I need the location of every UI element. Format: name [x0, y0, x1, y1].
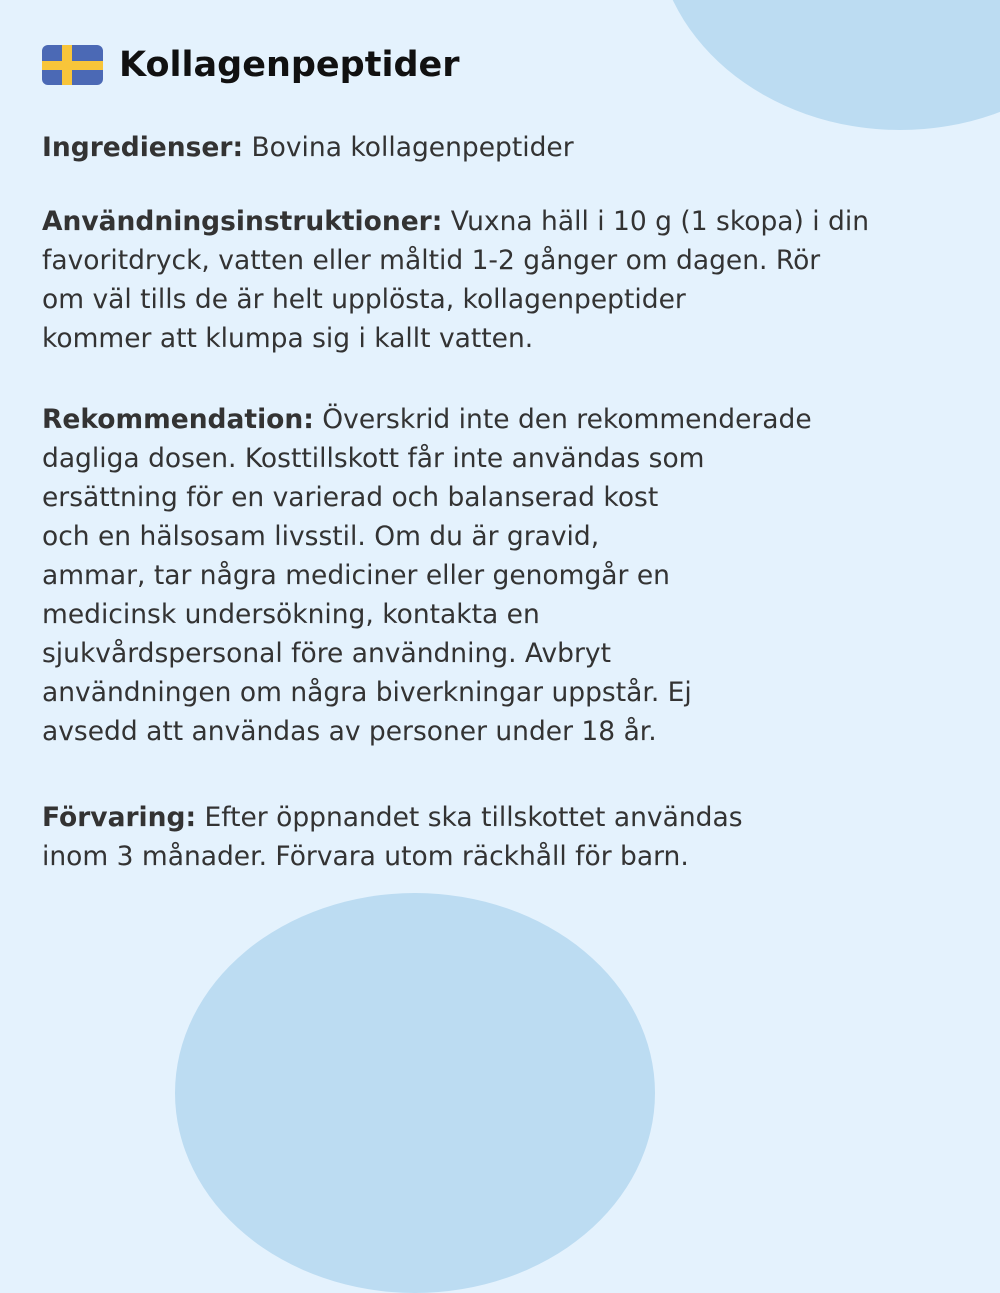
instructions-line-1: [42, 202, 869, 241]
storage-label: Förvaring:: [42, 802, 197, 833]
recommendation-text-2: dagliga dosen. Kosttillskott får inte användas som: [42, 443, 705, 474]
recommendation-text-5: ammar, tar några mediciner eller genomgår en: [42, 560, 670, 591]
instructions-text-2: favoritdryck, vatten eller måltid 1-2 gånger om dagen. Rör: [42, 245, 821, 276]
recommendation-text-4: och en hälsosam livsstil. Om du är gravid,: [42, 521, 600, 552]
recommendation-text-7: sjukvårdspersonal före användning. Avbryt: [42, 638, 611, 669]
instructions-section: [42, 202, 869, 358]
recommendation-text-8: användningen om några biverkningar uppstår. Ej: [42, 677, 692, 708]
storage-text-2: inom 3 månader. Förvara utom räckhåll för barn.: [42, 841, 689, 872]
ingredients-line-1: [42, 128, 574, 167]
recommendation-text-3: ersättning för en varierad och balanserad kost: [42, 482, 659, 513]
storage-text-1: Efter öppnandet ska tillskottet användas: [204, 802, 743, 833]
recommendation-text-9: avsedd att användas av personer under 18 år.: [42, 716, 657, 747]
instructions-text-3: om väl tills de är helt upplösta, kollagenpeptider: [42, 284, 686, 315]
instructions-text-1: Vuxna häll i 10 g (1 skopa) i din: [450, 206, 870, 237]
recommendation-text-1: Överskrid inte den rekommenderade: [322, 404, 812, 435]
recommendation-line-1: [42, 400, 812, 439]
decorative-circle-bottom: [175, 893, 655, 1293]
header: [42, 40, 460, 90]
instructions-label: Användningsinstruktioner:: [42, 206, 443, 237]
recommendation-label: Rekommendation:: [42, 404, 314, 435]
storage-section: [42, 798, 743, 876]
ingredients-label: Ingredienser:: [42, 132, 244, 163]
sweden-flag-icon: [42, 45, 103, 85]
recommendation-section: [42, 400, 812, 751]
recommendation-text-6: medicinsk undersökning, kontakta en: [42, 599, 540, 630]
ingredients-text: Bovina kollagenpeptider: [251, 132, 574, 163]
instructions-text-4: kommer att klumpa sig i kallt vatten.: [42, 323, 534, 354]
ingredients-section: [42, 128, 574, 167]
decorative-circle-top-right: [655, 0, 1000, 130]
storage-line-1: [42, 798, 743, 837]
page-title: Kollagenpeptider: [119, 45, 460, 85]
